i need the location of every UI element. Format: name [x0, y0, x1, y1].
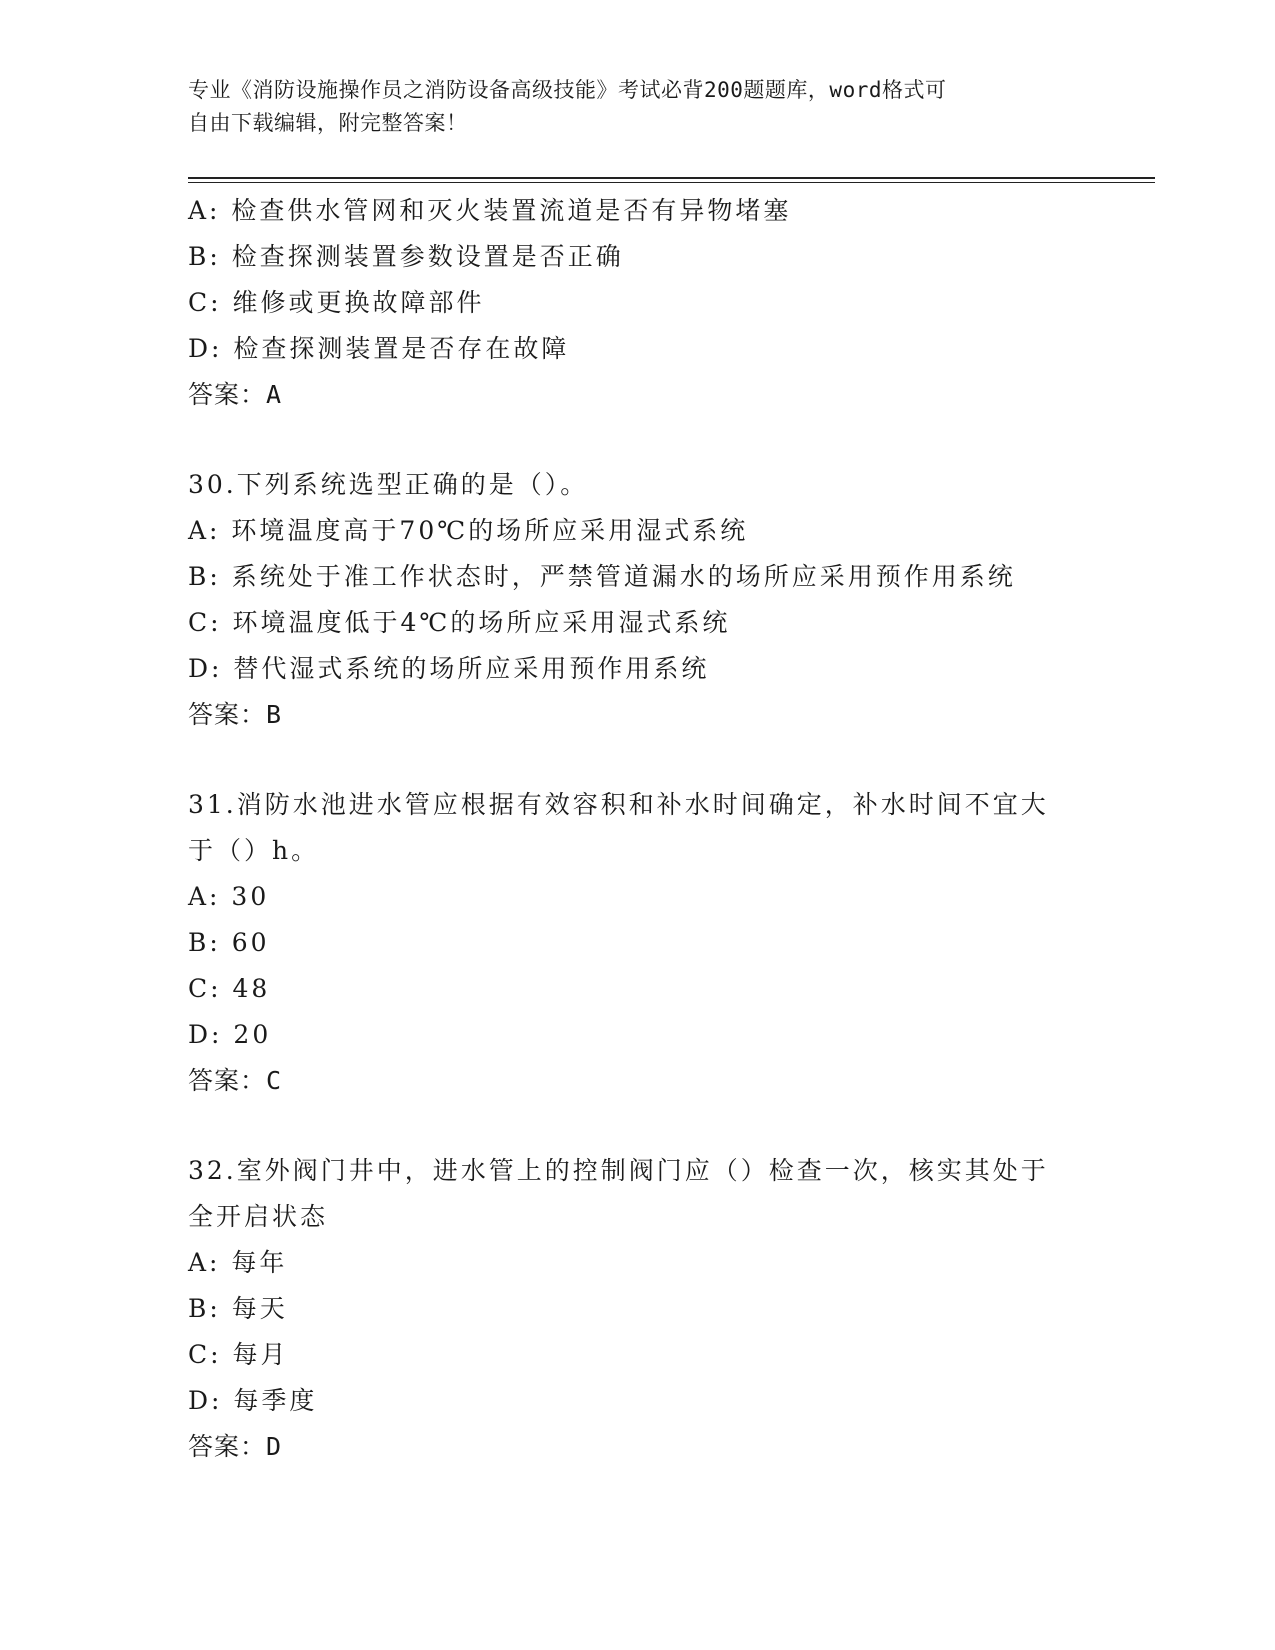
question-stem: 30.下列系统选型正确的是（）。: [188, 470, 589, 499]
option-c: C: 48: [188, 974, 271, 1003]
question-29: [188, 188, 1088, 418]
option-c: C: 环境温度低于4℃的场所应采用湿式系统: [188, 608, 731, 637]
option-a: A: 30: [188, 882, 270, 911]
question-31: [188, 782, 1088, 1104]
option-d: D: 20: [188, 1020, 272, 1049]
option-b: B: 每天: [188, 1294, 288, 1323]
answer-label: 答案：: [188, 1432, 267, 1461]
option-a: A: 每年: [188, 1248, 288, 1277]
answer-value: B: [266, 700, 283, 729]
option-b: B: 系统处于准工作状态时，严禁管道漏水的场所应采用预作用系统: [188, 562, 1016, 591]
question-32: [188, 1148, 1088, 1470]
answer-line: [188, 1058, 1088, 1104]
option-d: D: 检查探测装置是否存在故障: [188, 334, 570, 363]
option-b: B: 60: [188, 928, 270, 957]
option-a: A: 环境温度高于70℃的场所应采用湿式系统: [188, 516, 749, 545]
answer-line: [188, 1424, 1088, 1470]
answer-label: 答案：: [188, 380, 267, 409]
answer-value: A: [266, 380, 283, 409]
answer-line: [188, 372, 1088, 418]
option-b: B: 检查探测装置参数设置是否正确: [188, 242, 624, 271]
header-divider-thin: [188, 182, 1155, 183]
document-header: [188, 74, 1088, 140]
option-a: A: 检查供水管网和灭火装置流道是否有异物堵塞: [188, 196, 792, 225]
answer-value: D: [266, 1432, 283, 1461]
question-stem-line-1: 31.消防水池进水管应根据有效容积和补水时间确定，补水时间不宜大: [188, 790, 1049, 819]
question-30: [188, 462, 1088, 738]
option-d: D: 每季度: [188, 1386, 318, 1415]
header-divider-thick: [188, 177, 1155, 179]
option-c: C: 维修或更换故障部件: [188, 288, 485, 317]
answer-value: C: [266, 1066, 283, 1095]
answer-line: [188, 692, 1088, 738]
answer-label: 答案：: [188, 700, 267, 729]
option-d: D: 替代湿式系统的场所应采用预作用系统: [188, 654, 710, 683]
question-list: [188, 188, 1088, 1470]
option-c: C: 每月: [188, 1340, 289, 1369]
header-line-1: 专业《消防设施操作员之消防设备高级技能》考试必背200题题库，word格式可: [188, 78, 947, 102]
question-stem-line-1: 32.室外阀门井中，进水管上的控制阀门应（）检查一次，核实其处于: [188, 1156, 1049, 1185]
question-stem-line-2: 于（）h。: [188, 836, 320, 865]
header-line-2: 自由下载编辑，附完整答案！: [188, 111, 468, 135]
question-stem-line-2: 全开启状态: [188, 1202, 329, 1231]
answer-label: 答案：: [188, 1066, 267, 1095]
